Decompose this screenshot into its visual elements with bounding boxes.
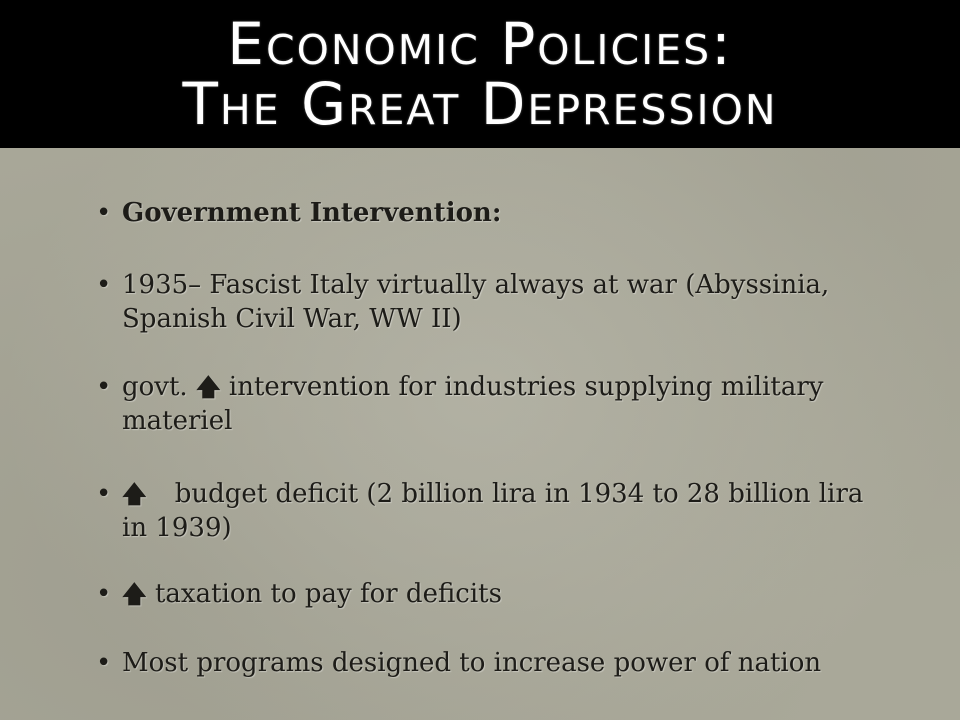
bullet-text: intervention for industries supplying military materiel <box>122 372 824 436</box>
bullet-item-programs-power <box>96 646 821 680</box>
bullet-item-budget-deficit <box>96 477 886 545</box>
title-bar <box>0 0 960 148</box>
bullet-item-govt-intervention-industries <box>96 370 886 438</box>
bullet-prefix: govt. <box>122 372 196 402</box>
bullet-item-1935-war <box>96 268 886 336</box>
bullet-dot: • <box>96 372 112 402</box>
up-arrow-icon: 🡅 <box>122 480 147 508</box>
bullet-item-taxation <box>96 577 502 611</box>
bullet-text: taxation to pay for deficits <box>146 579 502 609</box>
bullet-dot: • <box>96 198 112 228</box>
bullet-text: Most programs designed to increase power of nation <box>122 648 822 678</box>
up-arrow-icon: 🡅 <box>122 580 147 608</box>
bullet-text: budget deficit (2 billion lira in 1934 to 28 billion lira in 1939) <box>122 479 864 543</box>
bullet-dot: • <box>96 479 112 509</box>
bullet-item-government-intervention <box>96 196 501 230</box>
bullet-dot: • <box>96 270 112 300</box>
bullet-dot: • <box>96 648 112 678</box>
bullet-text: 1935– Fascist Italy virtually always at war (Abyssinia, Spanish Civil War, WW II) <box>122 270 830 334</box>
slide-title-line-1: Economic Policies: <box>227 10 733 78</box>
bullet-dot: • <box>96 579 112 609</box>
bullet-text: Government Intervention: <box>122 198 502 228</box>
up-arrow-icon: 🡅 <box>195 373 221 401</box>
slide-title-line-2: The Great Depression <box>182 70 778 138</box>
